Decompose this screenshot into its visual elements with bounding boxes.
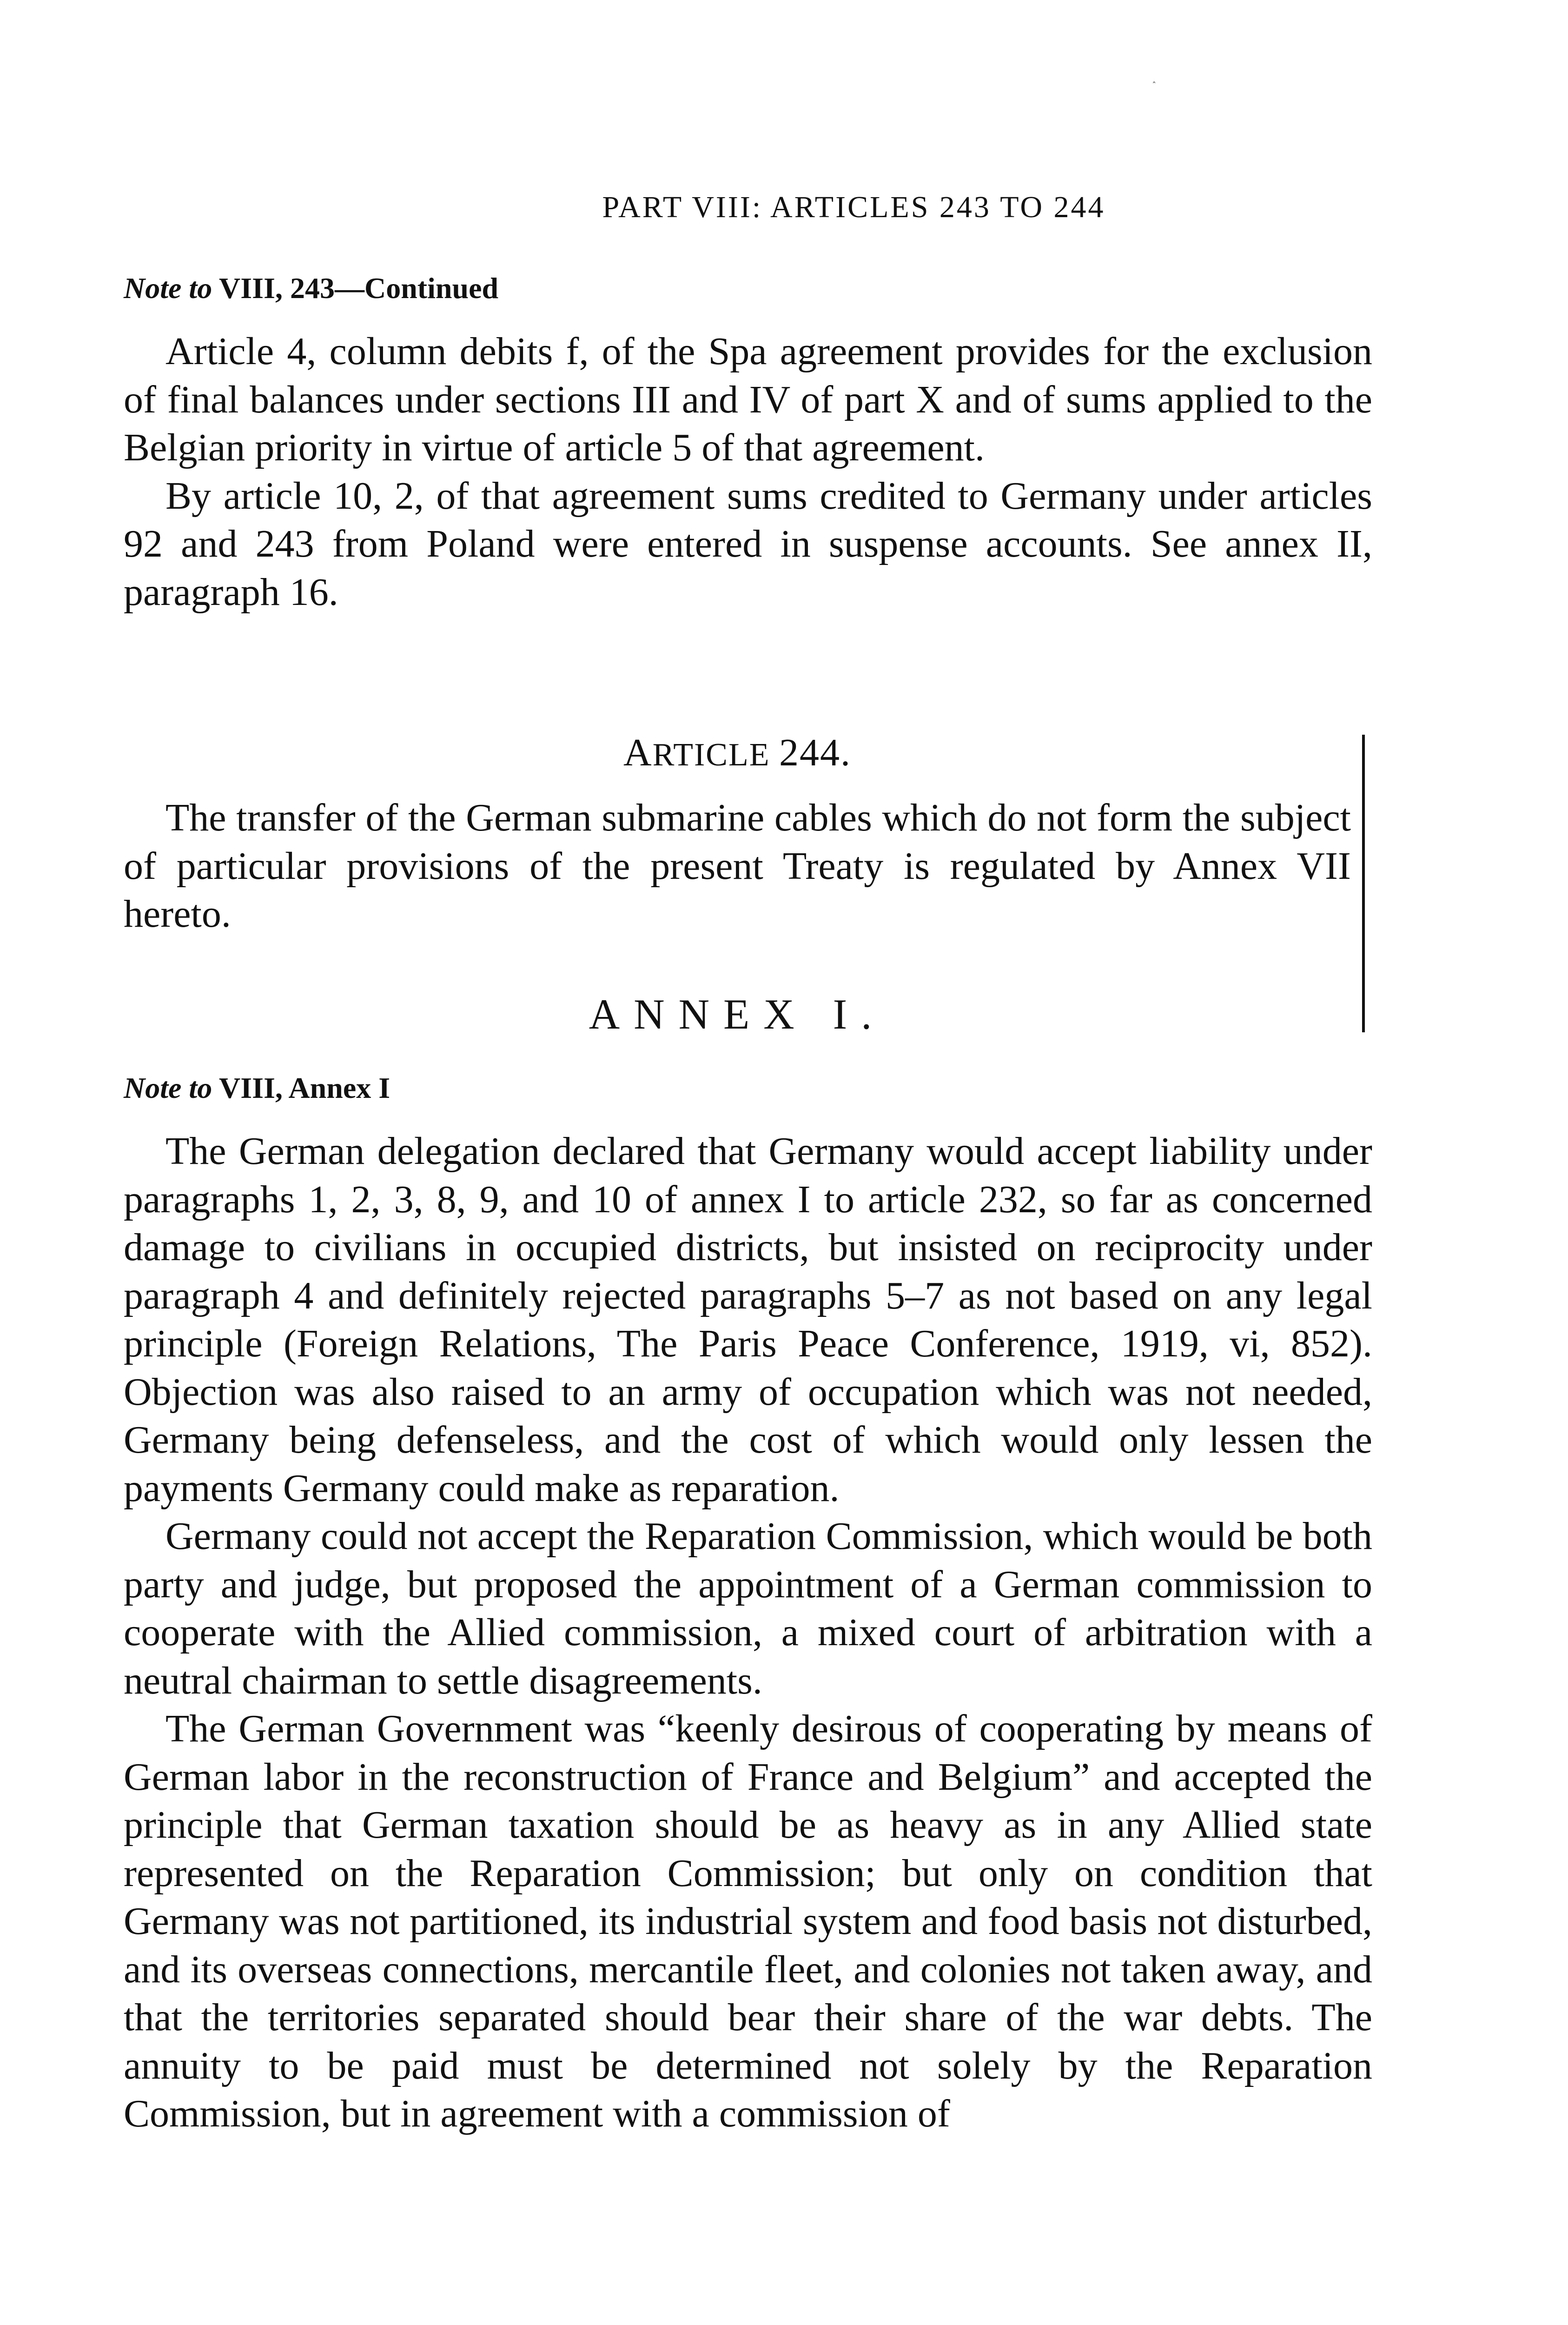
print-speck-mark: ˰	[1152, 70, 1157, 84]
marginal-rule	[1362, 735, 1365, 1032]
note-243-section	[124, 270, 1372, 616]
article-244-section	[124, 730, 1351, 1039]
note-annex-label	[124, 1070, 1372, 1107]
article-heading-initial: A	[623, 731, 653, 774]
note-label-bold: VIII, Annex I	[219, 1071, 390, 1104]
annex-paragraph-3: The German Government was “keenly desirous of cooperating by means of German labor in the reconstruction of France and Belgium” and accepted the principle that German taxation should be as heavy as in any Allied state represented on the Reparation Commission; but only on condition that Germany was not partitioned, its industrial system and food basis not disturbed, and its overseas connections, mercantile fleet, and colonies not taken away, and that the territories separated should bear their share of the war debts. The annuity to be paid must be determined not solely by the Reparation Commission, but in agreement with a commission of	[124, 1707, 1372, 2135]
annex-paragraph-2: Germany could not accept the Reparation Commission, which would be both party and judge, but proposed the appointment of a German commission to cooperate with the Allied commission, a mixed court of arbitration with a neutral chairman to settle disagreements.	[124, 1515, 1372, 1702]
article-244-heading	[124, 730, 1351, 775]
running-head: PART VIII: ARTICLES 243 TO 244	[602, 190, 1105, 224]
note-label-italic: Note to	[124, 272, 212, 305]
article-244-text: The transfer of the German submarine cables which do not form the subject of particular provisions of the present Treaty is regulated by Annex VII hereto.	[124, 796, 1351, 936]
paragraph-243-1: Article 4, column debits f, of the Spa agreement provides for the exclusion of final balances under sections III and IV of part X and of sums applied to the Belgian priority in virtue of article 5 of that agreement.	[124, 330, 1372, 469]
note-label-italic: Note to	[124, 1071, 212, 1104]
annex-i-heading: ANNEX I.	[589, 990, 886, 1038]
note-label-bold: VIII, 243—Continued	[219, 272, 499, 305]
annex-paragraph-1: The German delegation declared that Germany would accept liability under paragraphs 1, 2, 3, 8, 9, and 10 of annex I to article 232, so far as concerned damage to civilians in occupied districts, but insisted on reciprocity under paragraph 4 and definitely rejected paragraphs 5–7 as not based on any legal principle (Foreign Relations, The Paris Peace Conference, 1919, vi, 852). Objection was also raised to an army of occupation which was not needed, Germany being defenseless, and the cost of which would only lessen the payments Germany could make as reparation.	[124, 1129, 1372, 1510]
note-annex-section	[124, 1070, 1372, 2138]
paragraph-243-2: By article 10, 2, of that agreement sums credited to Germany under articles 92 and 243 from Poland were entered in suspense accounts. See annex II, paragraph 16.	[124, 474, 1372, 614]
article-heading-word: RTICLE	[652, 737, 770, 773]
article-heading-number: 244.	[779, 731, 851, 774]
note-243-label	[124, 270, 1372, 307]
